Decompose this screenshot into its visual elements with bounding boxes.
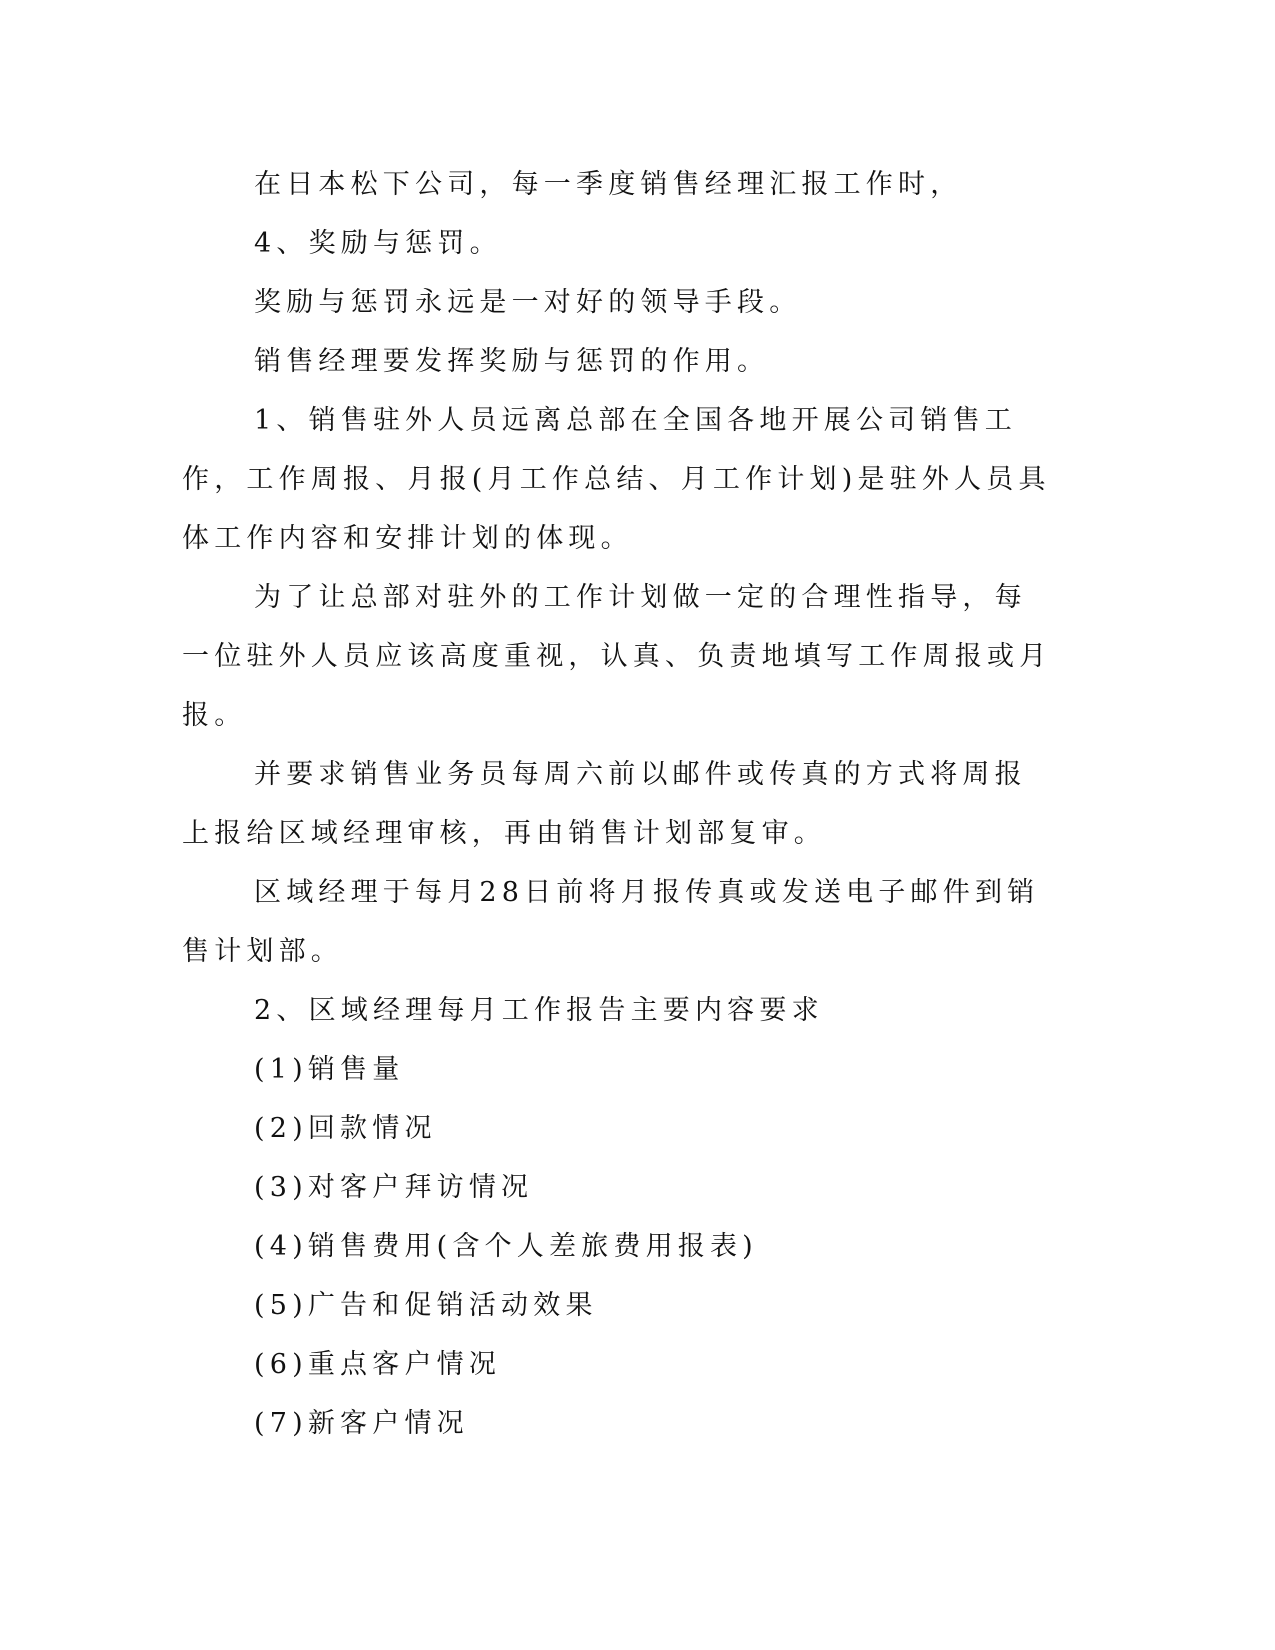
paragraph: 在日本松下公司，每一季度销售经理汇报工作时，	[254, 169, 963, 200]
section-heading: 4、奖励与惩罚。	[254, 228, 502, 259]
list-item: (6)重点客户情况	[254, 1349, 502, 1380]
section-heading: 2、区域经理每月工作报告主要内容要求	[254, 995, 824, 1026]
paragraph: 为了让总部对驻外的工作计划做一定的合理性指导，每一位驻外人员应该高度重视，认真、负责地填写工作周报或月报。	[182, 582, 1052, 731]
list-item: (3)对客户拜访情况	[254, 1172, 534, 1203]
paragraph: 奖励与惩罚永远是一对好的领导手段。	[254, 287, 802, 318]
list-item: (5)广告和促销活动效果	[254, 1290, 598, 1321]
list-item: (2)回款情况	[254, 1113, 437, 1144]
list-item: (1)销售量	[254, 1054, 405, 1085]
paragraph: 1、销售驻外人员远离总部在全国各地开展公司销售工作，工作周报、月报(月工作总结、月工作计划)是驻外人员具体工作内容和安排计划的体现。	[182, 405, 1051, 554]
paragraph: 并要求销售业务员每周六前以邮件或传真的方式将周报上报给区域经理审核，再由销售计划部复审。	[182, 759, 1027, 849]
paragraph: 区域经理于每月28日前将月报传真或发送电子邮件到销售计划部。	[182, 877, 1040, 967]
paragraph: 销售经理要发挥奖励与惩罚的作用。	[254, 346, 770, 377]
list-item: (7)新客户情况	[254, 1408, 469, 1439]
document-body	[182, 155, 1052, 1453]
list-item: (4)销售费用(含个人差旅费用报表)	[254, 1231, 758, 1262]
